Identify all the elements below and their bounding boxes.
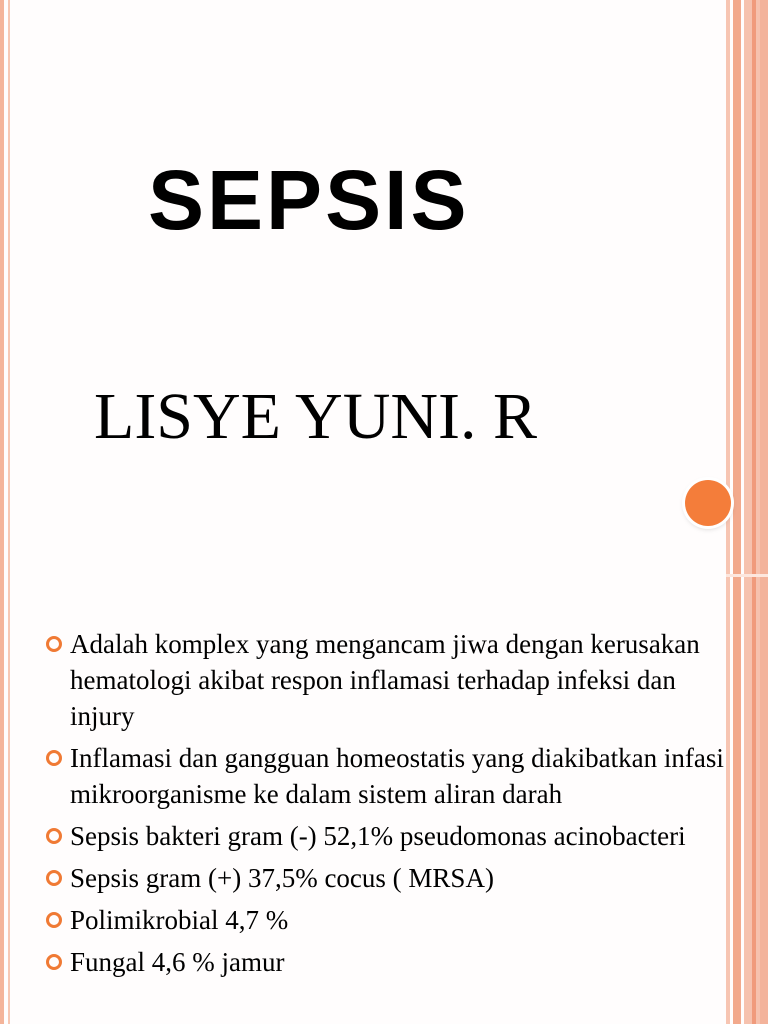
slide-title: SEPSIS	[148, 153, 470, 247]
bullet-item	[44, 818, 724, 854]
bullet-item	[44, 944, 724, 980]
left-border-line	[0, 0, 4, 1024]
right-decorative-stripe	[760, 0, 768, 1024]
bullet-item	[44, 740, 724, 812]
bullet-text: Fungal 4,6 % jamur	[70, 947, 285, 977]
bullet-item	[44, 626, 724, 734]
bullet-item	[44, 860, 724, 896]
bullet-text: Polimikrobial 4,7 %	[70, 905, 289, 935]
bullet-text: Inflamasi dan gangguan homeostatis yang diakibatkan infasi mikroorganisme ke dalam sistem aliran darah	[70, 743, 724, 809]
circle-bullet-icon	[46, 912, 62, 928]
right-decorative-stripe	[733, 0, 741, 1024]
bullet-text: Adalah komplex yang mengancam jiwa dengan kerusakan hematologi akibat respon inflamasi terhadap infeksi dan injury	[70, 629, 700, 731]
bullet-list	[44, 626, 724, 986]
accent-circle-icon	[685, 480, 731, 526]
circle-bullet-icon	[46, 954, 62, 970]
slide-subtitle: LISYE YUNI. R	[94, 380, 538, 453]
circle-bullet-icon	[46, 828, 62, 844]
circle-bullet-icon	[46, 750, 62, 766]
bullet-item	[44, 902, 724, 938]
right-stripe-divider	[726, 574, 768, 577]
circle-bullet-icon	[46, 636, 62, 652]
right-decorative-stripe	[752, 0, 756, 1024]
bullet-text: Sepsis gram (+) 37,5% cocus ( MRSA)	[70, 863, 494, 893]
left-border-line-inner	[8, 0, 10, 1024]
circle-bullet-icon	[46, 870, 62, 886]
bullet-text: Sepsis bakteri gram (-) 52,1% pseudomonas acinobacteri	[70, 821, 686, 851]
